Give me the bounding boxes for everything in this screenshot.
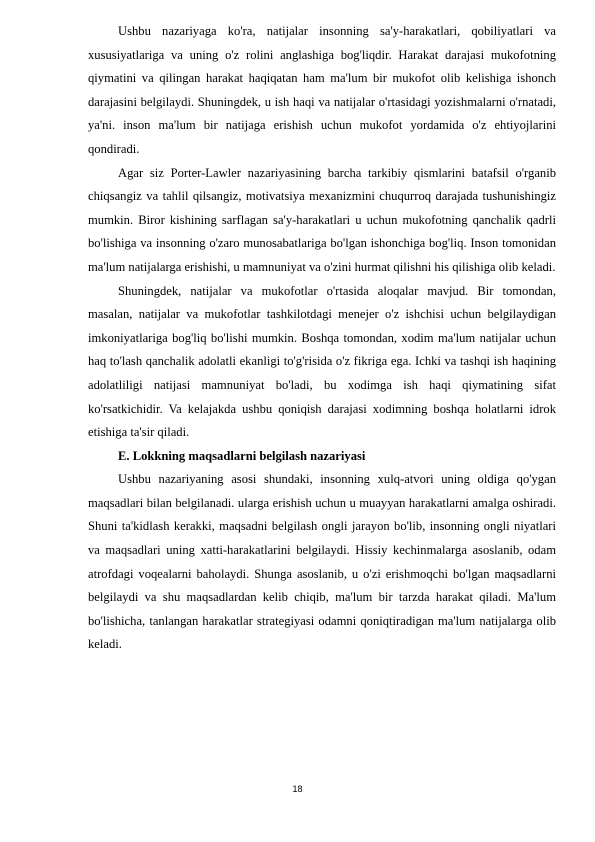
paragraph-3: Shuningdek, natijalar va mukofotlar o'rtasida aloqalar mavjud. Bir tomondan, masalan, natijalar va mukofotlar tashkilotdagi menejer o'z ishchisi uchun belgilaydigan imkoniyatlariga bog'liq bo'lishi mumkin. Boshqa tomondan, xodim ma'lum natijalar uchun haq to'lash qanchalik adolatli ekanligi to'g'risida o'z fikriga ega. Ichki va tashqi ish haqining adolatliligi natijasi mamnuniyat bo'ladi, bu xodimga ish haqi qiymatining sifat ko'rsatkichidir. Va kelajakda ushbu qoniqish darajasi xodimning boshqa holatlarni idrok etishiga ta'sir qiladi. [88, 283, 556, 440]
paragraph-4: Ushbu nazariyaning asosi shundaki, insonning xulq-atvori uning oldiga qo'ygan maqsadlari bilan belgilanadi. ularga erishish uchun u muayyan harakatlarni amalga oshiradi. Shuni ta'kidlash kerakki, maqsadni belgilash ongli jarayon bo'lib, insonning ongli niyatlari va maqsadlari uning xatti-harakatlarini belgilaydi. Hissiy kechinmalarga asoslanib, odam atrofdagi voqealarni baholaydi. Shunga asoslanib, u o'zi erishmoqchi bo'lgan maqsadlarni belgilaydi va shu maqsadlardan kelib chiqib, ma'lum bir tarzda harakat qiladi. Ma'lum bo'lishicha, tanlangan harakatlar strategiyasi odamni qoniqtiradigan ma'lum natijalarga olib keladi. [88, 472, 556, 652]
section-heading: E. Lokkning maqsadlarni belgilash nazariyasi [118, 448, 366, 463]
document-page [88, 20, 556, 657]
paragraph-1: Ushbu nazariyaga ko'ra, natijalar insonning sa'y-harakatlari, qobiliyatlari va xususiyatlariga va uning o'z rolini anglashiga bog'liqdir. Harakat darajasi mukofotning qiymatini va qilingan harakat haqiqatan ham ma'lum bir mukofot olib kelishiga ishonch darajasini belgilaydi. Shuningdek, u ish haqi va natijalar o'rtasidagi yozishmalarni o'rnatadi, ya'ni. inson ma'lum bir natijaga erishish uchun mukofot yordamida o'z ehtiyojlarini qondiradi. [88, 24, 556, 156]
paragraph-2: Agar siz Porter-Lawler nazariyasining barcha tarkibiy qismlarini batafsil o'rganib chiqsangiz va tahlil qilsangiz, motivatsiya mexanizmini chuqurroq darajada tushunishingiz mumkin. Biror kishining sarflagan sa'y-harakatlari u uchun mukofotning qanchalik qadrli bo'lishiga va insonning o'zaro munosabatlariga bo'lgan ishonchiga bog'liq. Inson tomonidan ma'lum natijalarga erishishi, u mamnuniyat va o'zini hurmat qilishni his qilishiga olib keladi. [88, 165, 556, 274]
page-number: 18 [292, 784, 303, 794]
